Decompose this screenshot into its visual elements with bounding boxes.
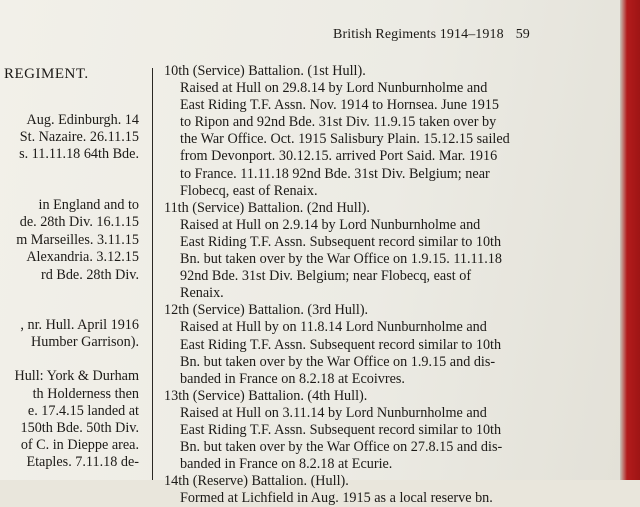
- battalion-record: [164, 490, 575, 507]
- battalion-title: 12th (Service) Battalion. (3rd Hull).: [164, 302, 369, 319]
- battalion-entry: [164, 200, 575, 303]
- record-line: Bn. but taken over by the War Office on 27.8.15 and dis-: [180, 439, 503, 456]
- left-column-line: Humber Garrison).: [31, 334, 139, 350]
- record-line: Renaix.: [180, 285, 224, 302]
- left-column-line: St. Nazaire. 26.11.15: [19, 129, 139, 145]
- battalion-title: 11th (Service) Battalion. (2nd Hull).: [164, 199, 370, 216]
- record-line: from Devonport. 30.12.15. arrived Port Said. Mar. 1916: [180, 148, 498, 165]
- left-column-line: rd Bde. 28th Div.: [41, 267, 139, 283]
- record-line: East Riding T.F. Assn. Subsequent record similar to 10th: [180, 336, 502, 353]
- left-column-line: 150th Bde. 50th Div.: [20, 420, 139, 436]
- record-line: Raised at Hull by on 11.8.14 Lord Nunburnholme and: [180, 319, 487, 336]
- left-column-heading: REGIMENT.: [4, 66, 89, 82]
- left-column-line: Alexandria. 3.12.15: [26, 249, 139, 265]
- record-line: 92nd Bde. 31st Div. Belgium; near Flobecq, east of: [180, 268, 472, 285]
- record-line: banded in France on 8.2.18 at Ecurie.: [180, 456, 393, 473]
- battalion-entry: [164, 388, 575, 473]
- record-line: Bn. but taken over by the War Office on 1.9.15. 11.11.18: [180, 251, 502, 268]
- left-column-line: de. 28th Div. 16.1.15: [19, 214, 139, 230]
- left-column-line: m Marseilles. 3.11.15: [16, 232, 139, 248]
- left-column-line: , nr. Hull. April 1916: [20, 317, 139, 333]
- left-column-line: Etaples. 7.11.18 de-: [26, 454, 139, 470]
- record-line: to Ripon and 92nd Bde. 31st Div. 11.9.15 taken over by: [180, 114, 497, 131]
- page-number: 59: [515, 27, 530, 42]
- column-divider: [152, 68, 153, 480]
- record-line: Bn. but taken over by the War Office on 1.9.15 and dis-: [180, 353, 496, 370]
- battalion-entry: [164, 302, 575, 387]
- record-line: Flobecq, east of Renaix.: [180, 182, 318, 199]
- record-line: East Riding T.F. Assn. Subsequent record similar to 10th: [180, 233, 502, 250]
- record-line: East Riding T.F. Assn. Subsequent record similar to 10th: [180, 421, 502, 438]
- right-column: [164, 63, 575, 507]
- battalion-entry: [164, 63, 575, 200]
- left-column-line: Aug. Edinburgh. 14: [26, 112, 139, 128]
- record-line: banded in France on 8.2.18 at Ecoivres.: [180, 370, 405, 387]
- record-line: Raised at Hull on 29.8.14 by Lord Nunburnholme and: [180, 80, 488, 97]
- record-line: Raised at Hull on 2.9.14 by Lord Nunburnholme and: [180, 216, 481, 233]
- left-column: [0, 62, 143, 480]
- battalion-record: [164, 405, 575, 473]
- battalion-title: 14th (Reserve) Battalion. (Hull).: [164, 473, 349, 490]
- battalion-title: 10th (Service) Battalion. (1st Hull).: [164, 63, 366, 79]
- left-column-line: of C. in Dieppe area.: [20, 437, 139, 453]
- book-cover-edge: [620, 0, 640, 480]
- running-title: British Regiments 1914–1918: [333, 27, 504, 42]
- running-header: [333, 27, 530, 43]
- record-line: Formed at Lichfield in Aug. 1915 as a local reserve bn.: [180, 490, 493, 507]
- battalion-record: [164, 319, 575, 387]
- record-line: Raised at Hull on 3.11.14 by Lord Nunburnholme and: [180, 404, 487, 421]
- left-column-line: in England and to: [38, 197, 139, 213]
- battalion-record: [164, 80, 575, 200]
- record-line: to France. 11.11.18 92nd Bde. 31st Div. Belgium; near: [180, 165, 490, 182]
- left-column-line: s. 11.11.18 64th Bde.: [19, 146, 139, 162]
- left-column-line: e. 17.4.15 landed at: [27, 403, 139, 419]
- battalion-entry: [164, 473, 575, 507]
- record-line: East Riding T.F. Assn. Nov. 1914 to Hornsea. June 1915: [180, 97, 499, 114]
- battalion-title: 13th (Service) Battalion. (4th Hull).: [164, 387, 368, 404]
- left-column-line: Hull: York & Durham: [14, 368, 139, 384]
- record-line: the War Office. Oct. 1915 Salisbury Plain. 15.12.15 sailed: [180, 131, 510, 148]
- battalion-record: [164, 217, 575, 302]
- left-column-line: th Holderness then: [32, 386, 139, 402]
